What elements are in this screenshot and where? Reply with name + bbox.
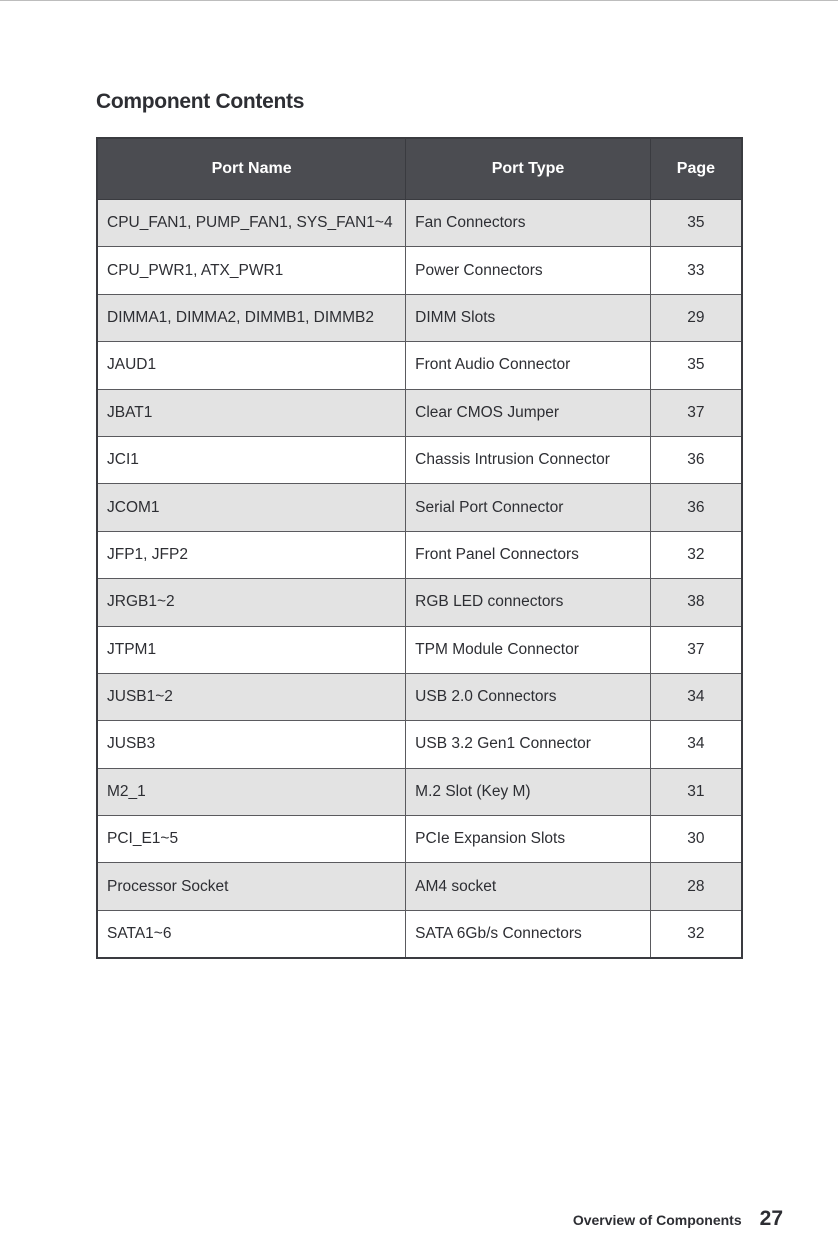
- port-type-cell: Chassis Intrusion Connector: [406, 436, 651, 483]
- port-name-cell: JUSB3: [97, 721, 406, 768]
- component-table: [96, 137, 743, 959]
- table-row: [97, 626, 742, 673]
- port-name-cell: JTPM1: [97, 626, 406, 673]
- table-row: [97, 863, 742, 910]
- table-row: [97, 579, 742, 626]
- port-name-cell: PCI_E1~5: [97, 816, 406, 863]
- table-row: [97, 816, 742, 863]
- page-cell: 28: [650, 863, 742, 910]
- port-type-cell: TPM Module Connector: [406, 626, 651, 673]
- port-type-cell: AM4 socket: [406, 863, 651, 910]
- page-cell: 33: [650, 247, 742, 294]
- page-cell: 36: [650, 436, 742, 483]
- page-cell: 31: [650, 768, 742, 815]
- section-title: Component Contents: [96, 90, 305, 113]
- port-name-cell: JRGB1~2: [97, 579, 406, 626]
- port-type-cell: Front Panel Connectors: [406, 531, 651, 578]
- page-cell: 34: [650, 673, 742, 720]
- table-row: [97, 200, 742, 247]
- port-type-cell: Fan Connectors: [406, 200, 651, 247]
- port-name-cell: JCI1: [97, 436, 406, 483]
- port-type-cell: PCIe Expansion Slots: [406, 816, 651, 863]
- port-name-cell: JAUD1: [97, 342, 406, 389]
- port-name-cell: DIMMA1, DIMMA2, DIMMB1, DIMMB2: [97, 294, 406, 341]
- port-type-cell: USB 2.0 Connectors: [406, 673, 651, 720]
- port-name-cell: JUSB1~2: [97, 673, 406, 720]
- port-name-cell: CPU_PWR1, ATX_PWR1: [97, 247, 406, 294]
- page-cell: 32: [650, 531, 742, 578]
- port-name-cell: JFP1, JFP2: [97, 531, 406, 578]
- port-name-cell: M2_1: [97, 768, 406, 815]
- table-row: [97, 484, 742, 531]
- page-cell: 36: [650, 484, 742, 531]
- table-row: [97, 531, 742, 578]
- port-type-cell: DIMM Slots: [406, 294, 651, 341]
- port-type-cell: Front Audio Connector: [406, 342, 651, 389]
- port-type-cell: SATA 6Gb/s Connectors: [406, 910, 651, 958]
- footer-section-title: Overview of Components: [572, 1212, 742, 1228]
- page-cell: 32: [650, 910, 742, 958]
- header-page: Page: [650, 138, 742, 200]
- table-row: [97, 294, 742, 341]
- port-name-cell: JBAT1: [97, 389, 406, 436]
- page-cell: 30: [650, 816, 742, 863]
- page-cell: 35: [650, 342, 742, 389]
- port-type-cell: M.2 Slot (Key M): [406, 768, 651, 815]
- page-cell: 38: [650, 579, 742, 626]
- port-type-cell: RGB LED connectors: [406, 579, 651, 626]
- page-cell: 35: [650, 200, 742, 247]
- port-name-cell: SATA1~6: [97, 910, 406, 958]
- port-type-cell: Clear CMOS Jumper: [406, 389, 651, 436]
- page-cell: 29: [650, 294, 742, 341]
- table-row: [97, 247, 742, 294]
- table-header: [97, 138, 742, 200]
- header-port-type: Port Type: [406, 138, 651, 200]
- page-cell: 34: [650, 721, 742, 768]
- top-rule: [0, 0, 838, 1]
- port-name-cell: Processor Socket: [97, 863, 406, 910]
- table-row: [97, 721, 742, 768]
- table-row: [97, 342, 742, 389]
- table-row: [97, 910, 742, 958]
- port-name-cell: CPU_FAN1, PUMP_FAN1, SYS_FAN1~4: [97, 200, 406, 247]
- page-cell: 37: [650, 626, 742, 673]
- header-port-name: Port Name: [97, 138, 406, 200]
- page-footer: [573, 1207, 783, 1231]
- table-row: [97, 673, 742, 720]
- port-type-cell: Power Connectors: [406, 247, 651, 294]
- page-cell: 37: [650, 389, 742, 436]
- table-row: [97, 389, 742, 436]
- table-row: [97, 768, 742, 815]
- table-row: [97, 436, 742, 483]
- port-type-cell: USB 3.2 Gen1 Connector: [406, 721, 651, 768]
- page-number: 27: [759, 1207, 783, 1230]
- port-name-cell: JCOM1: [97, 484, 406, 531]
- port-type-cell: Serial Port Connector: [406, 484, 651, 531]
